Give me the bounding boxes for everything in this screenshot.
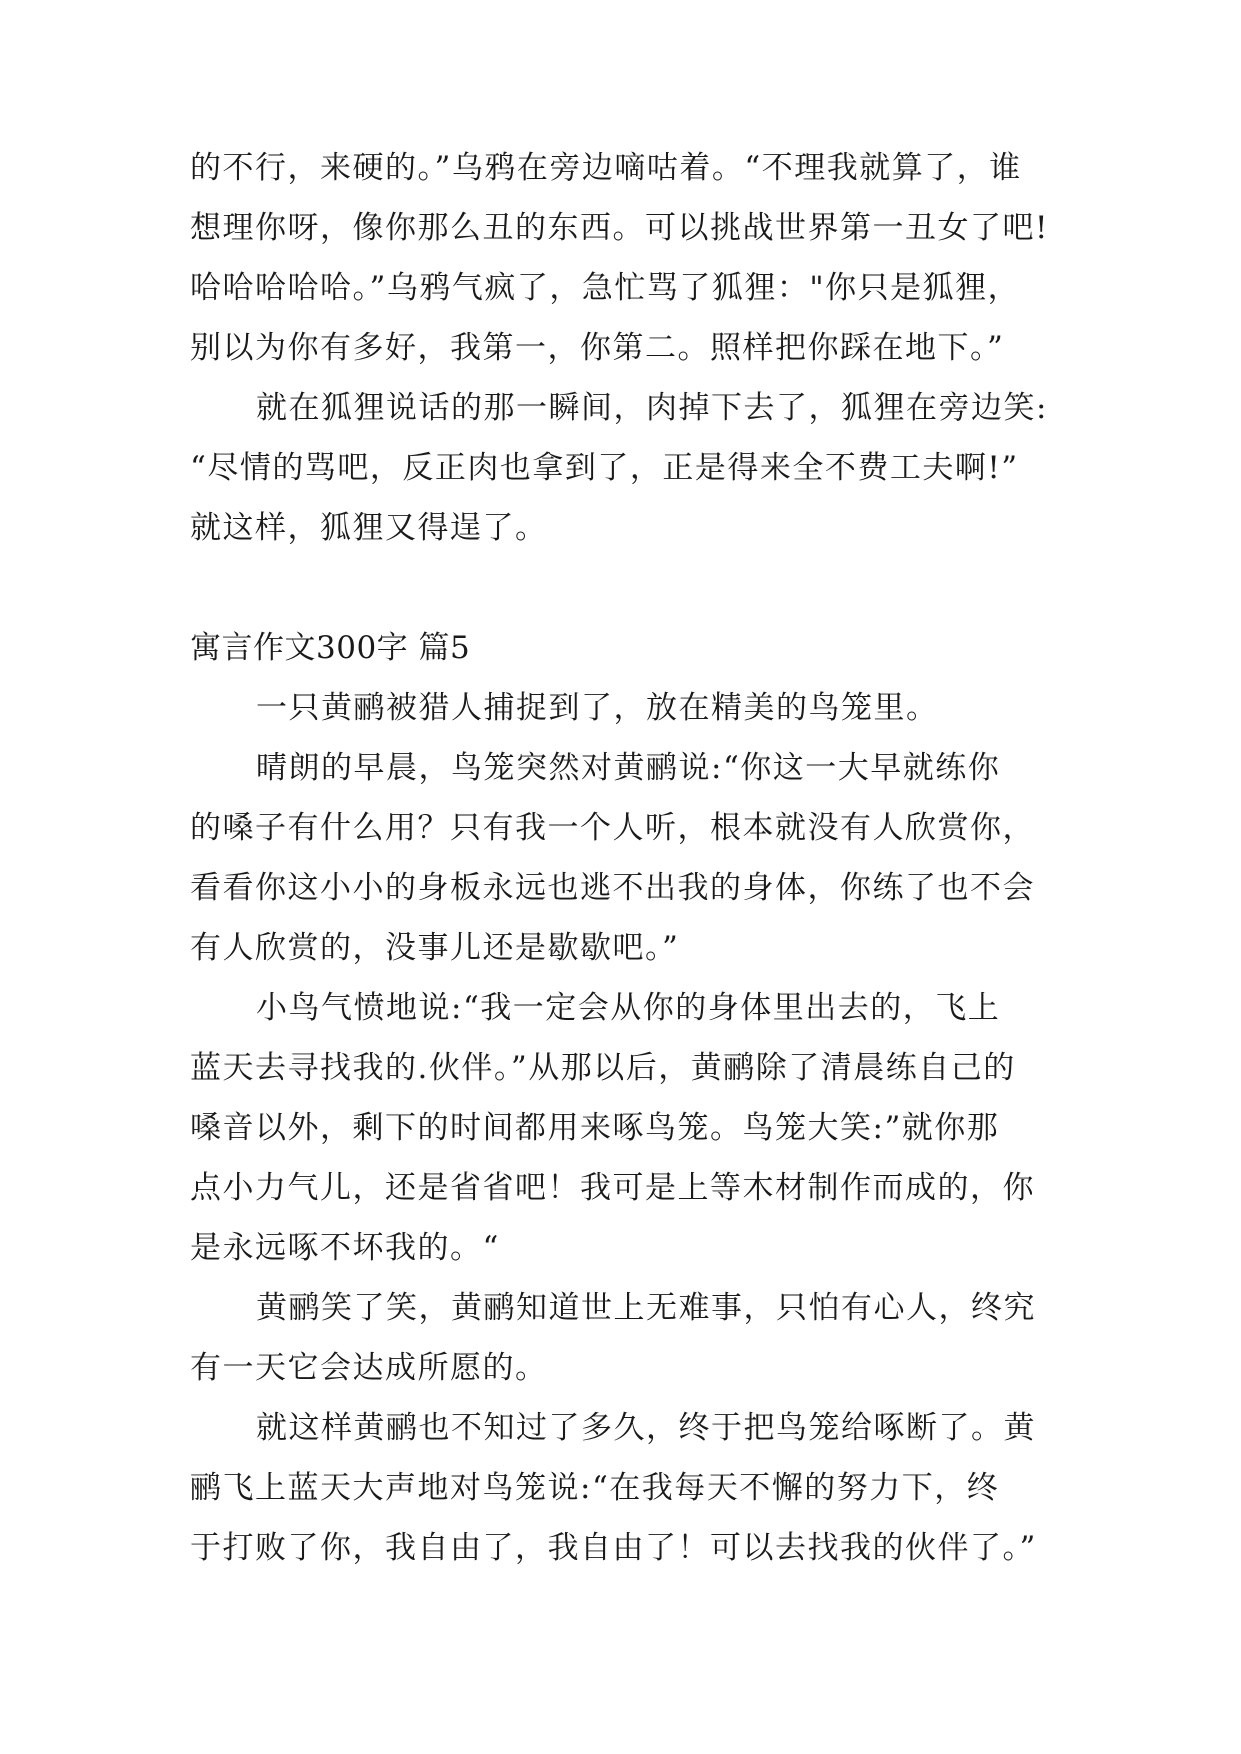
text-line: 有人欣赏的，没事儿还是歇歇吧。”	[190, 930, 680, 966]
text-line: “尽情的骂吧，反正肉也拿到了，正是得来全不费工夫啊!”	[190, 450, 1019, 486]
text-line: 想理你呀，像你那么丑的东西。可以挑战世界第一丑女了吧!	[190, 210, 1049, 246]
text-line: 就这样，狐狸又得逞了。	[190, 510, 548, 546]
text-line: 于打败了你，我自由了，我自由了！可以去找我的伙伴了。”	[190, 1530, 1037, 1566]
text-line: 的嗓子有什么用？只有我一个人听，根本就没有人欣赏你，	[190, 810, 1035, 846]
text-line: 黄鹂笑了笑，黄鹂知道世上无难事，只怕有心人，终究	[256, 1290, 1036, 1326]
text-line: 点小力气儿，还是省省吧！我可是上等木材制作而成的，你	[190, 1170, 1035, 1206]
text-line: 嗓音以外，剩下的时间都用来啄鸟笼。鸟笼大笑:”就你那	[190, 1110, 1000, 1146]
text-line: 是永远啄不坏我的。“	[190, 1230, 500, 1266]
text-line: 有一天它会达成所愿的。	[190, 1350, 548, 1386]
text-line: 别以为你有多好，我第一，你第二。照样把你踩在地下。”	[190, 330, 1005, 366]
text-line: 一只黄鹂被猎人捕捉到了，放在精美的鸟笼里。	[256, 690, 939, 726]
text-line: 哈哈哈哈哈。”乌鸦气疯了，急忙骂了狐狸："你只是狐狸，	[190, 270, 1021, 306]
text-line: 就在狐狸说话的那一瞬间，肉掉下去了，狐狸在旁边笑:	[256, 390, 1048, 426]
text-line: 看看你这小小的身板永远也逃不出我的身体，你练了也不会	[190, 870, 1035, 906]
section-heading: 寓言作文300字 篇5	[190, 630, 471, 666]
text-line: 鹂飞上蓝天大声地对鸟笼说:“在我每天不懈的努力下，终	[190, 1470, 1000, 1506]
text-line: 就这样黄鹂也不知过了多久，终于把鸟笼给啄断了。黄	[256, 1410, 1036, 1446]
text-line: 蓝天去寻找我的.伙伴。”从那以后，黄鹂除了清晨练自己的	[190, 1050, 1016, 1086]
text-line: 小鸟气愤地说:“我一定会从你的身体里出去的，飞上	[256, 990, 1001, 1026]
text-line: 的不行，来硬的。”乌鸦在旁边嘀咕着。“不理我就算了，谁	[190, 150, 1022, 186]
text-line: 晴朗的早晨，鸟笼突然对黄鹂说:“你这一大早就练你	[256, 750, 1001, 786]
